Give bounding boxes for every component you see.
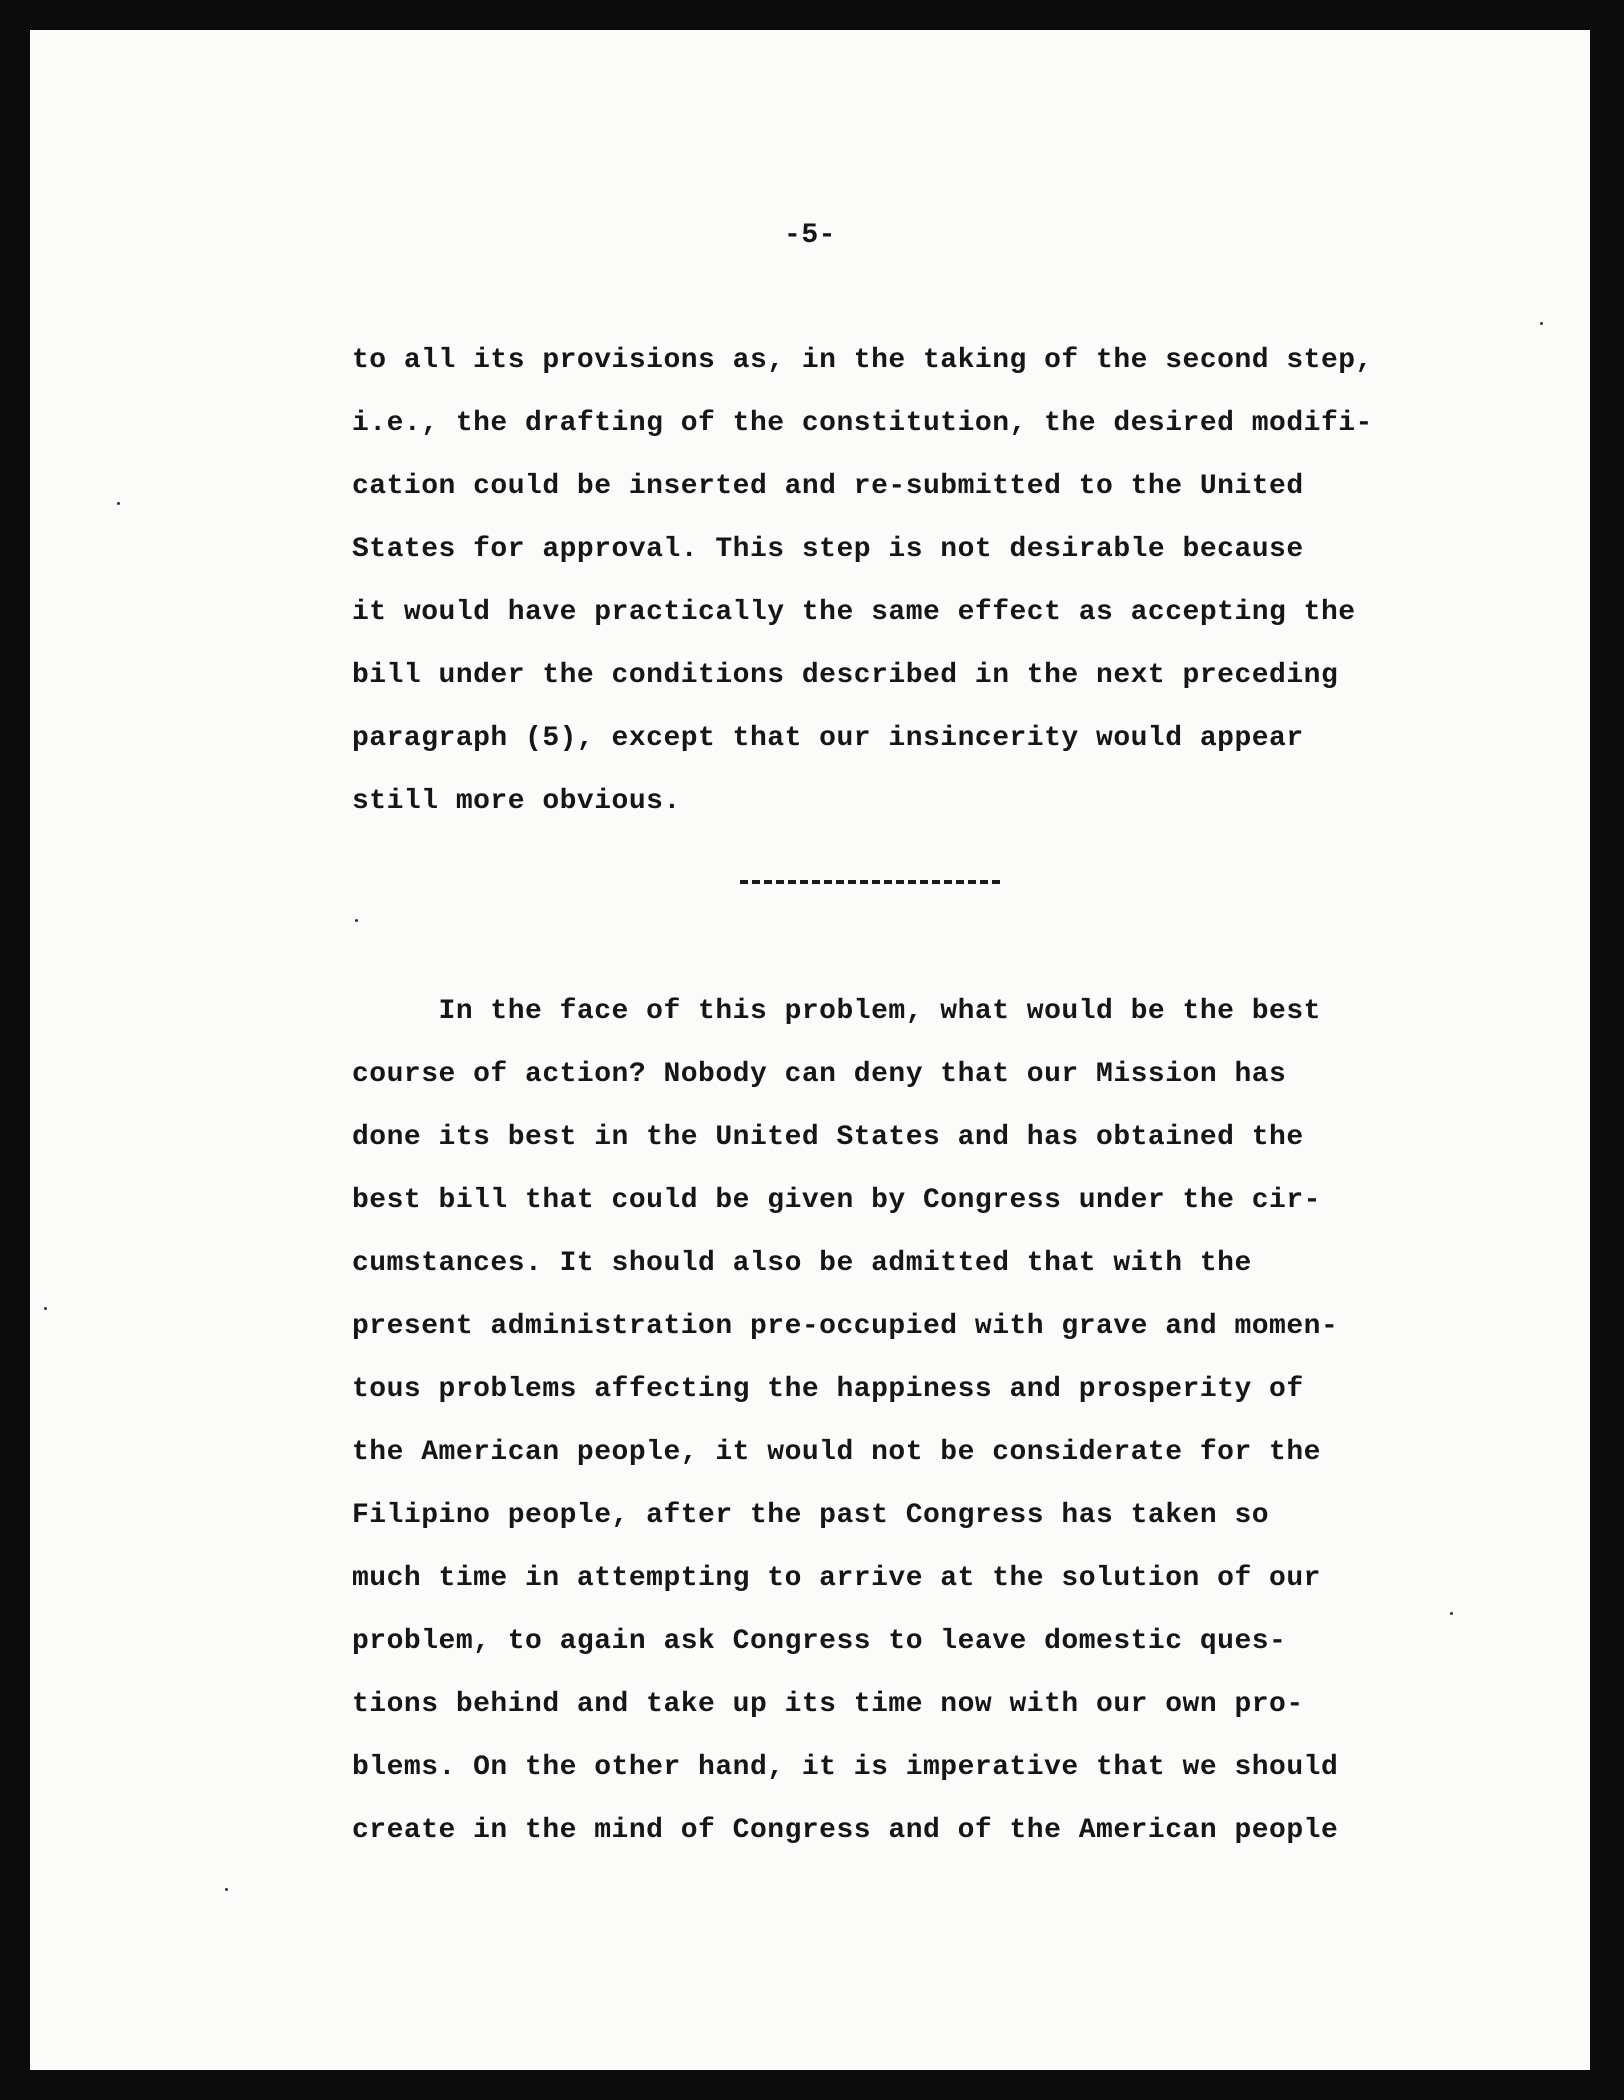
text-line: to all its provisions as, in the taking of the second step, (352, 345, 1373, 376)
text-line: done its best in the United States and has obtained the (352, 1122, 1304, 1153)
scan-speck (44, 1307, 47, 1310)
text-line: Filipino people, after the past Congress has taken so (352, 1500, 1270, 1531)
page-number: -5- (784, 220, 836, 251)
text-line: bill under the conditions described in the next preceding (352, 660, 1339, 691)
paragraph-2 (352, 980, 1338, 1862)
text-line: it would have practically the same effect as accepting the (352, 597, 1356, 628)
text-line: best bill that could be given by Congress under the cir- (352, 1185, 1321, 1216)
text-line: tions behind and take up its time now with our own pro- (352, 1689, 1304, 1720)
text-line: States for approval. This step is not desirable because (352, 534, 1304, 565)
text-line: present administration pre-occupied with grave and momen- (352, 1311, 1339, 1342)
text-line: cumstances. It should also be admitted that with the (352, 1248, 1252, 1279)
paragraph-1 (352, 329, 1373, 833)
scan-speck (1540, 322, 1543, 325)
text-line: much time in attempting to arrive at the solution of our (352, 1563, 1321, 1594)
text-line: course of action? Nobody can deny that our Mission has (352, 1059, 1287, 1090)
text-line: paragraph (5), except that our insincerity would appear (352, 723, 1304, 754)
scan-speck (355, 919, 358, 922)
text-line: still more obvious. (352, 786, 681, 817)
text-line: cation could be inserted and re-submitted to the United (352, 471, 1304, 502)
scan-speck (117, 502, 120, 505)
text-line: i.e., the drafting of the constitution, the desired modifi- (352, 408, 1373, 439)
text-line: problem, to again ask Congress to leave domestic ques- (352, 1626, 1287, 1657)
text-line: In the face of this problem, what would be the best (352, 996, 1321, 1027)
paper-sheet (30, 30, 1590, 2070)
text-line: tous problems affecting the happiness and prosperity of (352, 1374, 1304, 1405)
scan-speck (1450, 1612, 1453, 1615)
text-line: the American people, it would not be considerate for the (352, 1437, 1321, 1468)
scan-speck (225, 1888, 228, 1891)
section-divider (740, 880, 1000, 884)
text-line: create in the mind of Congress and of the American people (352, 1815, 1339, 1846)
text-line: blems. On the other hand, it is imperative that we should (352, 1752, 1339, 1783)
